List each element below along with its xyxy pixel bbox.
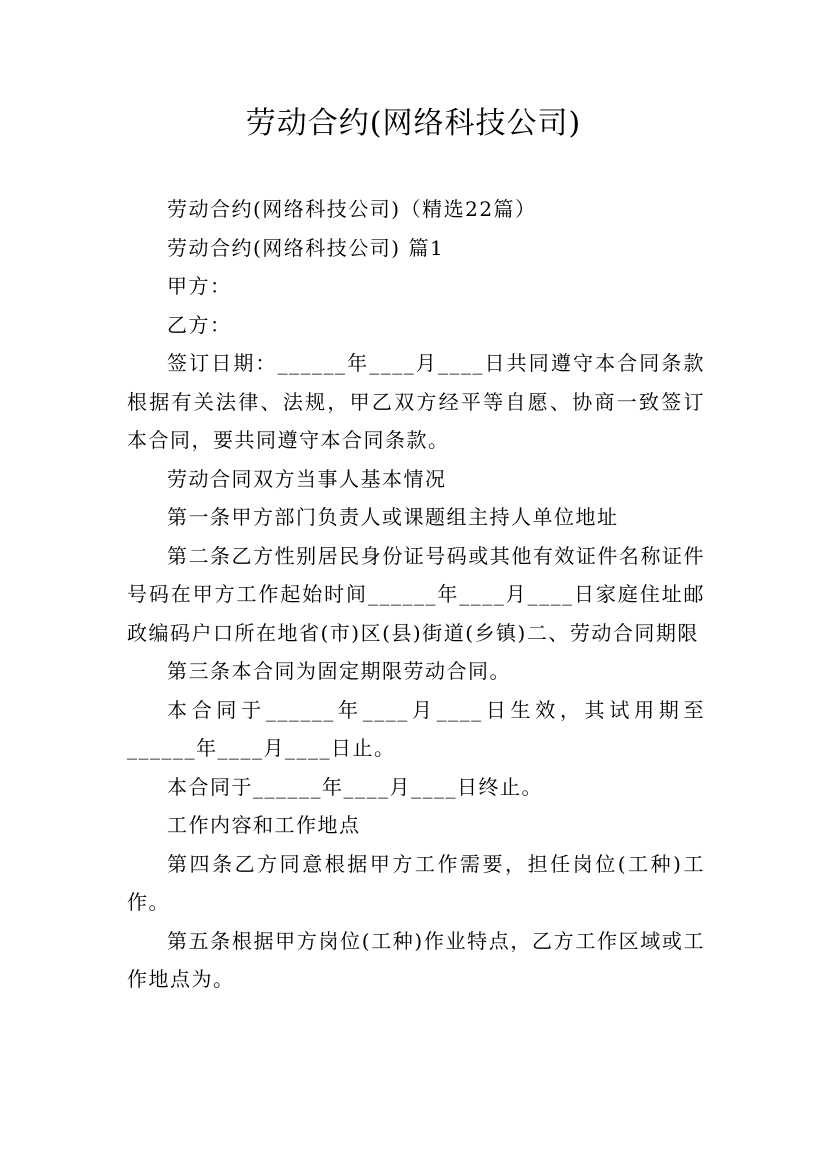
paragraph-article-1: 第一条甲方部门负责人或课题组主持人单位地址: [167, 505, 619, 529]
paragraph-section-heading: 劳动合约(网络科技公司) 篇1: [167, 235, 445, 260]
paragraph-termination-date: 本合同于______年____月____日终止。: [167, 774, 543, 799]
document-title: 劳动合约(网络科技公司): [245, 106, 582, 141]
paragraph-article-5: 第五条根据甲方岗位(工种)作业特点，乙方工作区域或工作地点为。: [127, 928, 705, 991]
paragraph-party-a: 甲方：: [167, 274, 232, 298]
paragraph-article-3: 第三条本合同为固定期限劳动合同。: [167, 659, 511, 683]
paragraph-article-2: 第二条乙方性别居民身份证号码或其他有效证件名称证件号码在甲方工作起始时间______年____月____日家庭住址邮政编码户口所在地省(市)区(县)街道(乡镇)二、劳动合同期限: [127, 543, 705, 645]
document-body: [127, 190, 705, 999]
paragraph-party-b: 乙方：: [167, 312, 232, 337]
paragraph-effective-date: 本合同于______年____月____日生效，其试用期至______年____月____日止。: [127, 697, 705, 760]
paragraph-signing-date: 签订日期：______年____月____日共同遵守本合同条款根据有关法律、法规，甲乙双方经平等自愿、协商一致签订本合同，要共同遵守本合同条款。: [127, 351, 705, 452]
paragraph-basic-info-heading: 劳动合同双方当事人基本情况: [167, 466, 447, 491]
paragraph-work-content-heading: 工作内容和工作地点: [167, 813, 361, 837]
paragraph-subtitle: 劳动合约(网络科技公司)（精选22篇）: [167, 197, 537, 221]
paragraph-article-4: 第四条乙方同意根据甲方工作需要，担任岗位(工种)工作。: [127, 851, 705, 914]
